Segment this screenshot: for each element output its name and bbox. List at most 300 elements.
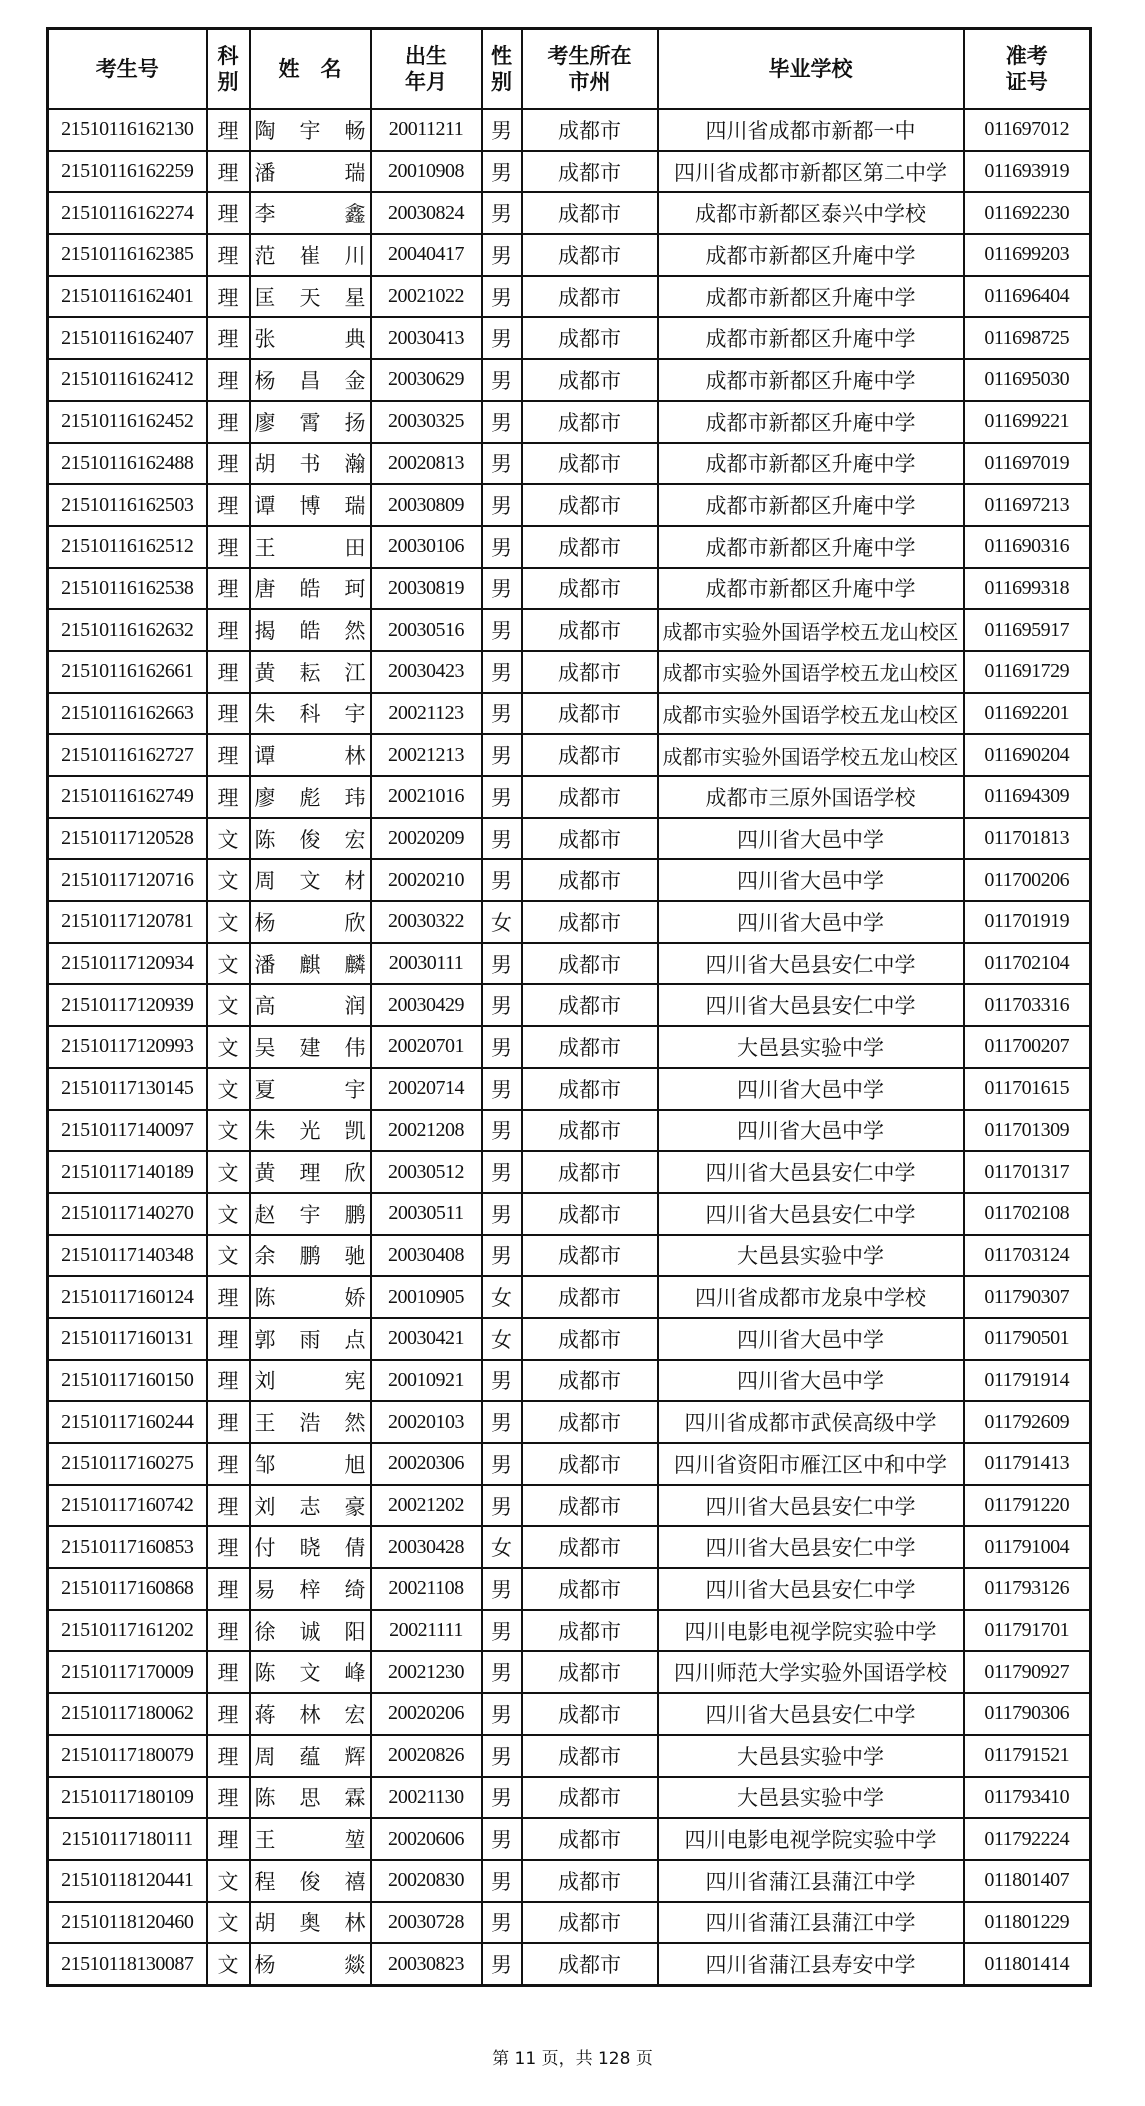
cell-subject: 文 [207, 984, 250, 1026]
cell-exam-no: 21510117120934 [48, 943, 207, 985]
cell-subject: 理 [207, 401, 250, 443]
cell-name: 陈俊宏 [250, 818, 371, 860]
header-school: 毕业学校 [658, 29, 964, 110]
cell-subject: 理 [207, 1818, 250, 1860]
cell-birth: 20010908 [371, 151, 482, 193]
cell-name: 范崔川 [250, 234, 371, 276]
cell-exam-no: 21510116162412 [48, 359, 207, 401]
cell-gender: 男 [482, 1943, 522, 1985]
cell-school: 四川省大邑中学 [658, 818, 964, 860]
cell-gender: 男 [482, 943, 522, 985]
table-row [48, 443, 1091, 485]
cell-ticket: 011790306 [964, 1693, 1091, 1735]
cell-birth: 20021111 [371, 1610, 482, 1652]
cell-gender: 男 [482, 1026, 522, 1068]
cell-name: 谭林 [250, 734, 371, 776]
cell-ticket: 011801229 [964, 1902, 1091, 1944]
table-row [48, 1610, 1091, 1652]
cell-exam-no: 21510116162452 [48, 401, 207, 443]
cell-birth: 20020206 [371, 1693, 482, 1735]
cell-ticket: 011694309 [964, 776, 1091, 818]
cell-subject: 理 [207, 1401, 250, 1443]
cell-gender: 男 [482, 693, 522, 735]
cell-name: 黄理欣 [250, 1151, 371, 1193]
cell-ticket: 011790501 [964, 1318, 1091, 1360]
cell-name: 陈文峰 [250, 1651, 371, 1693]
cell-gender: 男 [482, 818, 522, 860]
cell-birth: 20030423 [371, 651, 482, 693]
cell-exam-no: 21510117120993 [48, 1026, 207, 1068]
cell-city: 成都市 [522, 1360, 658, 1402]
table-row [48, 484, 1091, 526]
cell-school: 四川省蒲江县寿安中学 [658, 1943, 964, 1985]
cell-name: 李鑫 [250, 192, 371, 234]
cell-subject: 文 [207, 1026, 250, 1068]
cell-ticket: 011701919 [964, 901, 1091, 943]
cell-subject: 文 [207, 1193, 250, 1235]
cell-gender: 男 [482, 1401, 522, 1443]
cell-name: 胡奥林 [250, 1902, 371, 1944]
cell-exam-no: 21510116162488 [48, 443, 207, 485]
cell-school: 四川省成都市龙泉中学校 [658, 1276, 964, 1318]
cell-ticket: 011791004 [964, 1526, 1091, 1568]
cell-school: 四川省大邑县安仁中学 [658, 1693, 964, 1735]
cell-name: 付晓倩 [250, 1526, 371, 1568]
cell-exam-no: 21510116162259 [48, 151, 207, 193]
table-row [48, 1777, 1091, 1819]
cell-name: 徐诚阳 [250, 1610, 371, 1652]
cell-subject: 理 [207, 1443, 250, 1485]
cell-ticket: 011690204 [964, 734, 1091, 776]
cell-birth: 20020714 [371, 1068, 482, 1110]
table-row [48, 1568, 1091, 1610]
cell-city: 成都市 [522, 1526, 658, 1568]
cell-gender: 男 [482, 1485, 522, 1527]
cell-exam-no: 21510117170009 [48, 1651, 207, 1693]
cell-subject: 理 [207, 276, 250, 318]
cell-subject: 理 [207, 1318, 250, 1360]
cell-exam-no: 21510116162274 [48, 192, 207, 234]
cell-birth: 20030511 [371, 1193, 482, 1235]
cell-ticket: 011691729 [964, 651, 1091, 693]
cell-name: 陈思霖 [250, 1777, 371, 1819]
cell-name: 蒋林宏 [250, 1693, 371, 1735]
cell-city: 成都市 [522, 484, 658, 526]
cell-birth: 20020306 [371, 1443, 482, 1485]
table-row [48, 526, 1091, 568]
cell-ticket: 011695030 [964, 359, 1091, 401]
cell-city: 成都市 [522, 1276, 658, 1318]
cell-exam-no: 21510117120939 [48, 984, 207, 1026]
cell-school: 四川省大邑中学 [658, 1360, 964, 1402]
cell-subject: 文 [207, 1110, 250, 1152]
cell-exam-no: 21510116162661 [48, 651, 207, 693]
cell-ticket: 011697019 [964, 443, 1091, 485]
cell-birth: 20030516 [371, 609, 482, 651]
table-row [48, 734, 1091, 776]
cell-school: 成都市新都区升庵中学 [658, 276, 964, 318]
cell-gender: 男 [482, 1818, 522, 1860]
cell-subject: 理 [207, 1485, 250, 1527]
cell-subject: 文 [207, 901, 250, 943]
cell-subject: 理 [207, 1651, 250, 1693]
cell-city: 成都市 [522, 1068, 658, 1110]
cell-gender: 男 [482, 1068, 522, 1110]
table-row [48, 109, 1091, 151]
cell-ticket: 011791521 [964, 1735, 1091, 1777]
cell-city: 成都市 [522, 651, 658, 693]
cell-birth: 20030111 [371, 943, 482, 985]
cell-birth: 20030429 [371, 984, 482, 1026]
cell-name: 胡书瀚 [250, 443, 371, 485]
page-footer: 第 11 页，共 128 页 [492, 2049, 653, 2069]
cell-name: 程俊禧 [250, 1860, 371, 1902]
cell-school: 成都市新都区升庵中学 [658, 443, 964, 485]
cell-exam-no: 21510117160124 [48, 1276, 207, 1318]
cell-exam-no: 21510116162727 [48, 734, 207, 776]
cell-gender: 男 [482, 1902, 522, 1944]
cell-name: 赵宇鹏 [250, 1193, 371, 1235]
cell-school: 成都市新都区升庵中学 [658, 234, 964, 276]
cell-subject: 理 [207, 109, 250, 151]
cell-subject: 理 [207, 609, 250, 651]
cell-gender: 女 [482, 1318, 522, 1360]
cell-name: 杨欣 [250, 901, 371, 943]
cell-exam-no: 21510117140189 [48, 1151, 207, 1193]
cell-exam-no: 21510117130145 [48, 1068, 207, 1110]
cell-gender: 男 [482, 776, 522, 818]
cell-name: 夏宇 [250, 1068, 371, 1110]
cell-city: 成都市 [522, 1485, 658, 1527]
cell-subject: 理 [207, 526, 250, 568]
cell-city: 成都市 [522, 943, 658, 985]
table-row [48, 1485, 1091, 1527]
cell-name: 廖彪玮 [250, 776, 371, 818]
cell-school: 成都市实验外国语学校五龙山校区 [658, 651, 964, 693]
cell-city: 成都市 [522, 526, 658, 568]
cell-school: 成都市新都区升庵中学 [658, 317, 964, 359]
cell-city: 成都市 [522, 1818, 658, 1860]
cell-city: 成都市 [522, 859, 658, 901]
cell-subject: 理 [207, 484, 250, 526]
cell-ticket: 011793410 [964, 1777, 1091, 1819]
cell-gender: 男 [482, 1110, 522, 1152]
cell-city: 成都市 [522, 568, 658, 610]
table-row [48, 1068, 1091, 1110]
cell-school: 四川省大邑中学 [658, 1110, 964, 1152]
cell-exam-no: 21510117160275 [48, 1443, 207, 1485]
cell-name: 刘宪 [250, 1360, 371, 1402]
cell-birth: 20021213 [371, 734, 482, 776]
cell-subject: 文 [207, 818, 250, 860]
cell-ticket: 011792609 [964, 1401, 1091, 1443]
cell-gender: 男 [482, 1735, 522, 1777]
cell-city: 成都市 [522, 1943, 658, 1985]
cell-school: 四川省成都市新都区第二中学 [658, 151, 964, 193]
table-row [48, 1818, 1091, 1860]
cell-school: 四川省大邑县安仁中学 [658, 1151, 964, 1193]
cell-birth: 20021016 [371, 776, 482, 818]
cell-school: 四川省资阳市雁江区中和中学 [658, 1443, 964, 1485]
cell-birth: 20010921 [371, 1360, 482, 1402]
cell-birth: 20011211 [371, 109, 482, 151]
cell-city: 成都市 [522, 901, 658, 943]
admission-table [46, 27, 1092, 1987]
cell-city: 成都市 [522, 234, 658, 276]
cell-ticket: 011790927 [964, 1651, 1091, 1693]
cell-gender: 男 [482, 1777, 522, 1819]
cell-name: 潘麒麟 [250, 943, 371, 985]
table-row [48, 401, 1091, 443]
cell-city: 成都市 [522, 443, 658, 485]
cell-name: 张典 [250, 317, 371, 359]
cell-city: 成都市 [522, 1318, 658, 1360]
table-row [48, 651, 1091, 693]
cell-gender: 男 [482, 1693, 522, 1735]
table-row [48, 568, 1091, 610]
cell-subject: 文 [207, 1068, 250, 1110]
cell-exam-no: 21510117120781 [48, 901, 207, 943]
table-row [48, 1110, 1091, 1152]
table-row [48, 317, 1091, 359]
cell-birth: 20030322 [371, 901, 482, 943]
cell-ticket: 011701615 [964, 1068, 1091, 1110]
cell-gender: 男 [482, 443, 522, 485]
cell-subject: 理 [207, 776, 250, 818]
cell-ticket: 011790307 [964, 1276, 1091, 1318]
cell-gender: 男 [482, 1443, 522, 1485]
cell-exam-no: 21510116162385 [48, 234, 207, 276]
cell-school: 四川省蒲江县蒲江中学 [658, 1902, 964, 1944]
table-row [48, 192, 1091, 234]
cell-birth: 20030819 [371, 568, 482, 610]
cell-subject: 文 [207, 1943, 250, 1985]
table-row [48, 1401, 1091, 1443]
cell-city: 成都市 [522, 359, 658, 401]
cell-school: 成都市新都区升庵中学 [658, 484, 964, 526]
table-row [48, 943, 1091, 985]
cell-birth: 20020813 [371, 443, 482, 485]
cell-ticket: 011697213 [964, 484, 1091, 526]
cell-birth: 20021230 [371, 1651, 482, 1693]
table-row [48, 359, 1091, 401]
cell-city: 成都市 [522, 1193, 658, 1235]
cell-ticket: 011702104 [964, 943, 1091, 985]
cell-exam-no: 21510117160868 [48, 1568, 207, 1610]
cell-exam-no: 21510117160742 [48, 1485, 207, 1527]
cell-ticket: 011690316 [964, 526, 1091, 568]
cell-city: 成都市 [522, 1777, 658, 1819]
cell-name: 揭皓然 [250, 609, 371, 651]
cell-ticket: 011701813 [964, 818, 1091, 860]
cell-gender: 男 [482, 984, 522, 1026]
cell-name: 王浩然 [250, 1401, 371, 1443]
cell-gender: 男 [482, 1235, 522, 1277]
cell-exam-no: 21510116162632 [48, 609, 207, 651]
cell-gender: 男 [482, 526, 522, 568]
cell-name: 郭雨点 [250, 1318, 371, 1360]
cell-name: 唐皓珂 [250, 568, 371, 610]
table-row [48, 1651, 1091, 1693]
table-row [48, 1193, 1091, 1235]
cell-school: 大邑县实验中学 [658, 1235, 964, 1277]
cell-ticket: 011701309 [964, 1110, 1091, 1152]
cell-name: 王堃 [250, 1818, 371, 1860]
cell-birth: 20030728 [371, 1902, 482, 1944]
table-row [48, 1235, 1091, 1277]
table-row [48, 1151, 1091, 1193]
cell-school: 四川省蒲江县蒲江中学 [658, 1860, 964, 1902]
cell-birth: 20030809 [371, 484, 482, 526]
cell-exam-no: 21510117140270 [48, 1193, 207, 1235]
table-row [48, 859, 1091, 901]
cell-gender: 男 [482, 1360, 522, 1402]
cell-exam-no: 21510117140348 [48, 1235, 207, 1277]
cell-school: 四川省大邑县安仁中学 [658, 984, 964, 1026]
cell-ticket: 011692230 [964, 192, 1091, 234]
cell-subject: 理 [207, 1360, 250, 1402]
cell-exam-no: 21510116162130 [48, 109, 207, 151]
cell-gender: 男 [482, 401, 522, 443]
table-row [48, 984, 1091, 1026]
table-row [48, 1026, 1091, 1068]
cell-school: 大邑县实验中学 [658, 1026, 964, 1068]
cell-city: 成都市 [522, 1110, 658, 1152]
cell-gender: 女 [482, 901, 522, 943]
cell-school: 成都市实验外国语学校五龙山校区 [658, 693, 964, 735]
table-row [48, 1526, 1091, 1568]
cell-name: 朱光凯 [250, 1110, 371, 1152]
cell-subject: 文 [207, 1902, 250, 1944]
header-ticket: 准考证号 [964, 29, 1091, 110]
header-gender: 性别 [482, 29, 522, 110]
cell-school: 四川省大邑县安仁中学 [658, 943, 964, 985]
cell-birth: 20021123 [371, 693, 482, 735]
cell-exam-no: 21510116162401 [48, 276, 207, 318]
cell-ticket: 011793126 [964, 1568, 1091, 1610]
cell-city: 成都市 [522, 1568, 658, 1610]
cell-city: 成都市 [522, 192, 658, 234]
cell-gender: 男 [482, 1193, 522, 1235]
cell-city: 成都市 [522, 317, 658, 359]
cell-birth: 20021202 [371, 1485, 482, 1527]
cell-exam-no: 21510117180079 [48, 1735, 207, 1777]
cell-name: 易梓绮 [250, 1568, 371, 1610]
cell-ticket: 011692201 [964, 693, 1091, 735]
cell-gender: 男 [482, 568, 522, 610]
cell-name: 杨燚 [250, 1943, 371, 1985]
cell-subject: 文 [207, 1151, 250, 1193]
cell-exam-no: 21510116162538 [48, 568, 207, 610]
cell-birth: 20010905 [371, 1276, 482, 1318]
cell-birth: 20021208 [371, 1110, 482, 1152]
cell-subject: 理 [207, 1526, 250, 1568]
cell-school: 四川省大邑县安仁中学 [658, 1568, 964, 1610]
cell-school: 成都市新都区升庵中学 [658, 568, 964, 610]
cell-ticket: 011702108 [964, 1193, 1091, 1235]
cell-exam-no: 21510118130087 [48, 1943, 207, 1985]
cell-school: 四川省大邑县安仁中学 [658, 1193, 964, 1235]
cell-school: 四川电影电视学院实验中学 [658, 1610, 964, 1652]
cell-school: 四川省大邑县安仁中学 [658, 1526, 964, 1568]
table-row [48, 818, 1091, 860]
table-row [48, 776, 1091, 818]
cell-school: 成都市新都区泰兴中学校 [658, 192, 964, 234]
table-row [48, 693, 1091, 735]
cell-birth: 20021130 [371, 1777, 482, 1819]
cell-school: 成都市实验外国语学校五龙山校区 [658, 734, 964, 776]
cell-birth: 20030428 [371, 1526, 482, 1568]
cell-subject: 理 [207, 568, 250, 610]
cell-city: 成都市 [522, 776, 658, 818]
cell-gender: 男 [482, 1610, 522, 1652]
cell-ticket: 011698725 [964, 317, 1091, 359]
table-row [48, 1860, 1091, 1902]
header-name: 姓 名 [250, 29, 371, 110]
cell-city: 成都市 [522, 984, 658, 1026]
cell-gender: 男 [482, 651, 522, 693]
cell-birth: 20030421 [371, 1318, 482, 1360]
cell-school: 成都市新都区升庵中学 [658, 526, 964, 568]
cell-gender: 男 [482, 276, 522, 318]
table-row [48, 1943, 1091, 1985]
cell-birth: 20020606 [371, 1818, 482, 1860]
cell-ticket: 011703124 [964, 1235, 1091, 1277]
cell-gender: 男 [482, 859, 522, 901]
cell-city: 成都市 [522, 1026, 658, 1068]
table-row [48, 276, 1091, 318]
cell-city: 成都市 [522, 1860, 658, 1902]
cell-ticket: 011791701 [964, 1610, 1091, 1652]
cell-subject: 理 [207, 1693, 250, 1735]
cell-birth: 20030408 [371, 1235, 482, 1277]
cell-birth: 20020209 [371, 818, 482, 860]
cell-name: 余鹏驰 [250, 1235, 371, 1277]
cell-subject: 理 [207, 1735, 250, 1777]
cell-subject: 理 [207, 317, 250, 359]
cell-subject: 理 [207, 151, 250, 193]
table-row [48, 1693, 1091, 1735]
cell-subject: 理 [207, 1610, 250, 1652]
cell-exam-no: 21510117180062 [48, 1693, 207, 1735]
cell-birth: 20020826 [371, 1735, 482, 1777]
cell-ticket: 011791220 [964, 1485, 1091, 1527]
cell-ticket: 011695917 [964, 609, 1091, 651]
cell-subject: 理 [207, 693, 250, 735]
cell-name: 匡天星 [250, 276, 371, 318]
cell-city: 成都市 [522, 693, 658, 735]
cell-exam-no: 21510116162503 [48, 484, 207, 526]
cell-city: 成都市 [522, 609, 658, 651]
cell-city: 成都市 [522, 1693, 658, 1735]
cell-ticket: 011801414 [964, 1943, 1091, 1985]
cell-birth: 20030413 [371, 317, 482, 359]
cell-name: 陈娇 [250, 1276, 371, 1318]
table-row [48, 151, 1091, 193]
cell-birth: 20030512 [371, 1151, 482, 1193]
cell-birth: 20020103 [371, 1401, 482, 1443]
cell-ticket: 011701317 [964, 1151, 1091, 1193]
cell-name: 谭博瑞 [250, 484, 371, 526]
cell-subject: 理 [207, 443, 250, 485]
cell-subject: 理 [207, 234, 250, 276]
cell-subject: 文 [207, 859, 250, 901]
cell-exam-no: 21510117160131 [48, 1318, 207, 1360]
cell-birth: 20021108 [371, 1568, 482, 1610]
table-row [48, 1318, 1091, 1360]
table-row [48, 1360, 1091, 1402]
cell-gender: 女 [482, 1276, 522, 1318]
